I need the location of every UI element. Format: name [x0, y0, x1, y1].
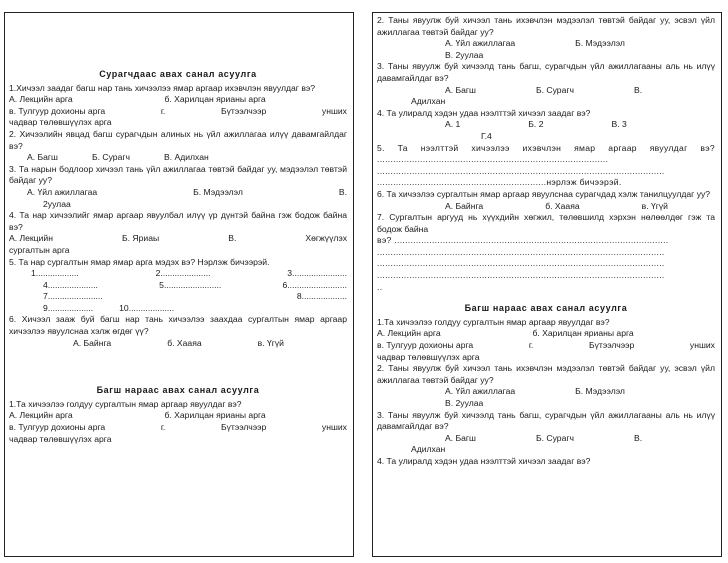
teacher-question-5: 5. Та нээлттэй хичээлээ ихэвчлэн ямар аргаар явуулдаг вэ? ...................................................................................... [377, 142, 715, 165]
teacher-q7-blank-4: .. [377, 281, 383, 292]
teacher-q4-options: А. 1 Б. 2 В. 3 [445, 119, 627, 130]
teacher2-question-3: 3. Таны явуулж буй хичээлд тань багш, сурагчдын үйл ажиллагааны аль нь илүү давамгайлдаг вэ? [377, 409, 715, 432]
teacher-q1-options-row1: А. Лекцийн арга б. Харилцан ярианы арга [9, 410, 266, 421]
teacher-question-2: 2. Таны явуулж буй хичээл тань ихэвчлэн мэдээлэл төвтэй байдаг уу, эсвэл үйл ажиллагаа төвтэй байдаг уу? [377, 15, 715, 37]
teacher-q7-blank-2: ........................................................................................................... [377, 258, 665, 269]
teacher-q7-blank-3: ........................................................................................................... [377, 270, 665, 281]
teacher-q2-options: А. Үйл ажиллагаа Б. Мэдээлэл [445, 38, 625, 49]
teacher2-q3-option-continuation: Адилхан [411, 444, 446, 455]
q5-blanks-row3: 7....................... 8................... [43, 291, 347, 302]
q5-blanks-row4: 9................... 10................... [43, 302, 175, 313]
teacher-q1-option-continuation: чадвар төлөвшүүлэх арга [9, 433, 112, 444]
q1-options-row2: в. Тулгуур дохионы арга г. Бүтээлчээр унших [9, 105, 347, 116]
teacher2-q1-options-row1: А. Лекцийн арга б. Харилцан ярианы арга [377, 328, 634, 339]
q5-blanks-row2: 4..................... 5........................ 6......................... [43, 279, 347, 290]
teacher-q7-blank-1: ........................................................................................................... [377, 246, 665, 257]
question-2: 2. Хичээлийн явцад багш сурагчдын алиных нь үйл ажиллагаа илүү давамгайлдаг вэ? [9, 128, 347, 151]
q3-options: А. Үйл ажиллагаа Б. Мэдээлэл В. [27, 186, 347, 197]
teacher-q3-option-continuation: Адилхан [411, 96, 446, 107]
teacher2-q3-options: А. Багш Б. Сурагч В. [445, 432, 643, 443]
teacher-q5-blank-2: ...............................................................нэрлэж бичээрэй. [377, 177, 622, 188]
teacher-question-7: 7. Сургалтын аргууд нь хүүхдийн хөгжил, төлөвшилд хэрхэн нөлөөлдөг гэж та бодож байна [377, 212, 715, 234]
teacher2-question-4: 4. Та улиралд хэдэн удаа нээлттэй хичээл заадаг вэ? [377, 455, 591, 466]
question-3: 3. Та нарын бодлоор хичээл тань үйл ажиллагаа төвтэй байдаг уу, мэдээлэл төвтэй байдаг уу? [9, 163, 347, 186]
teacher2-q2-option-c: В. 2уулаа [445, 398, 484, 408]
teacher-question-1: 1.Та хичээлээ голдуу сургалтын ямар аргаар явуулдаг вэ? [9, 398, 242, 409]
teacher-question-3: 3. Таны явуулж буй хичээлд тань багш, сурагчдын үйл ажиллагааны аль нь илүү давамгайлдаг вэ? [377, 61, 715, 83]
teacher-q5-blank-1: ........................................................................................................... [377, 165, 665, 176]
teacher-survey-title: Багш нараас авах санал асуулга [96, 385, 260, 396]
teacher2-question-2: 2. Таны явуулж буй хичээл тань ихэвчлэн мэдээлэл төвтэй байдаг уу, эсвэл үйл ажиллагаа төвтэй байдаг уу? [377, 363, 715, 385]
teacher2-q1-option-continuation: чадвар төлөвшүүлэх арга [377, 351, 480, 362]
teacher-q6-options: А. Байнга б. Хааяа в. Үгүй [445, 200, 668, 211]
q3-option-continuation: 2уулаа [43, 198, 71, 209]
teacher-q4-option-d: Г.4 [481, 130, 492, 141]
q6-options: А. Байнга б. Хааяа в. Үгүй [73, 337, 284, 348]
teacher-q2-option-c: В. 2уулаа [445, 49, 484, 60]
teacher-q3-options: А. Багш Б. Сурагч В. [445, 84, 643, 95]
teacher-survey-title-2: Багш нараас авах санал асуулга [464, 303, 628, 314]
question-5: 5. Та нар сургалтын ямар ямар арга мэдэх вэ? Нэрлэж бичээрэй. [9, 256, 270, 267]
question-4: 4. Та нар хичээлийг ямар аргаар явуулбал илүү үр дүнтэй байна гэж бодож байна вэ? [9, 210, 347, 232]
teacher2-question-1: 1.Та хичээлээ голдуу сургалтын ямар аргаар явуулдаг вэ? [377, 316, 610, 327]
question-1: 1.Хичээл заадаг багш нар тань хичээлээ ямар аргаар ихэвчлэн явуулдаг вэ? [9, 82, 316, 93]
student-survey-title: Сурагчдаас авах санал асуулга [99, 69, 257, 79]
teacher2-q1-options-row2: в. Тулгуур дохионы арга г. Бүтээлчээр унших [377, 340, 715, 351]
q4-option-continuation: сургалтын арга [9, 244, 70, 255]
right-page [372, 12, 722, 557]
teacher-question-4: 4. Та улиралд хэдэн удаа нээлттэй хичээл заадаг вэ? [377, 107, 591, 118]
teacher-q1-options-row2: в. Тулгуур дохионы арга г. Бүтээлчээр унших [9, 422, 347, 433]
q2-options: А. Багш Б. Сурагч В. Адилхан [27, 152, 209, 163]
q1-option-continuation: чадвар төлөвшүүлэх арга [9, 117, 112, 128]
q5-blanks-row1: 1.................. 2..................... 3....................... [31, 268, 347, 279]
q1-options-row1: А. Лекцийн арга б. Харилцан ярианы арга [9, 94, 266, 105]
teacher-q7-blank-0: вэ? ...................................................................................................... [377, 235, 669, 246]
left-page [4, 12, 354, 557]
teacher-question-6: 6. Та хичээлээ сургалтын ямар аргаар явуулснаа сурагчдад хэлж танилцуулдаг уу? [377, 188, 711, 199]
teacher2-q2-options: А. Үйл ажиллагаа Б. Мэдээлэл [445, 386, 625, 397]
question-6: 6. Хичээл зааж буй багш нар тань хичээлээ заахдаа сургалтын ямар аргаар хичээлээ явуулснаа хэлж өгдөг үү? [9, 314, 347, 337]
q4-options: А. Лекцийн Б. Яриаы В. Хөгжүүлэх [9, 233, 347, 244]
